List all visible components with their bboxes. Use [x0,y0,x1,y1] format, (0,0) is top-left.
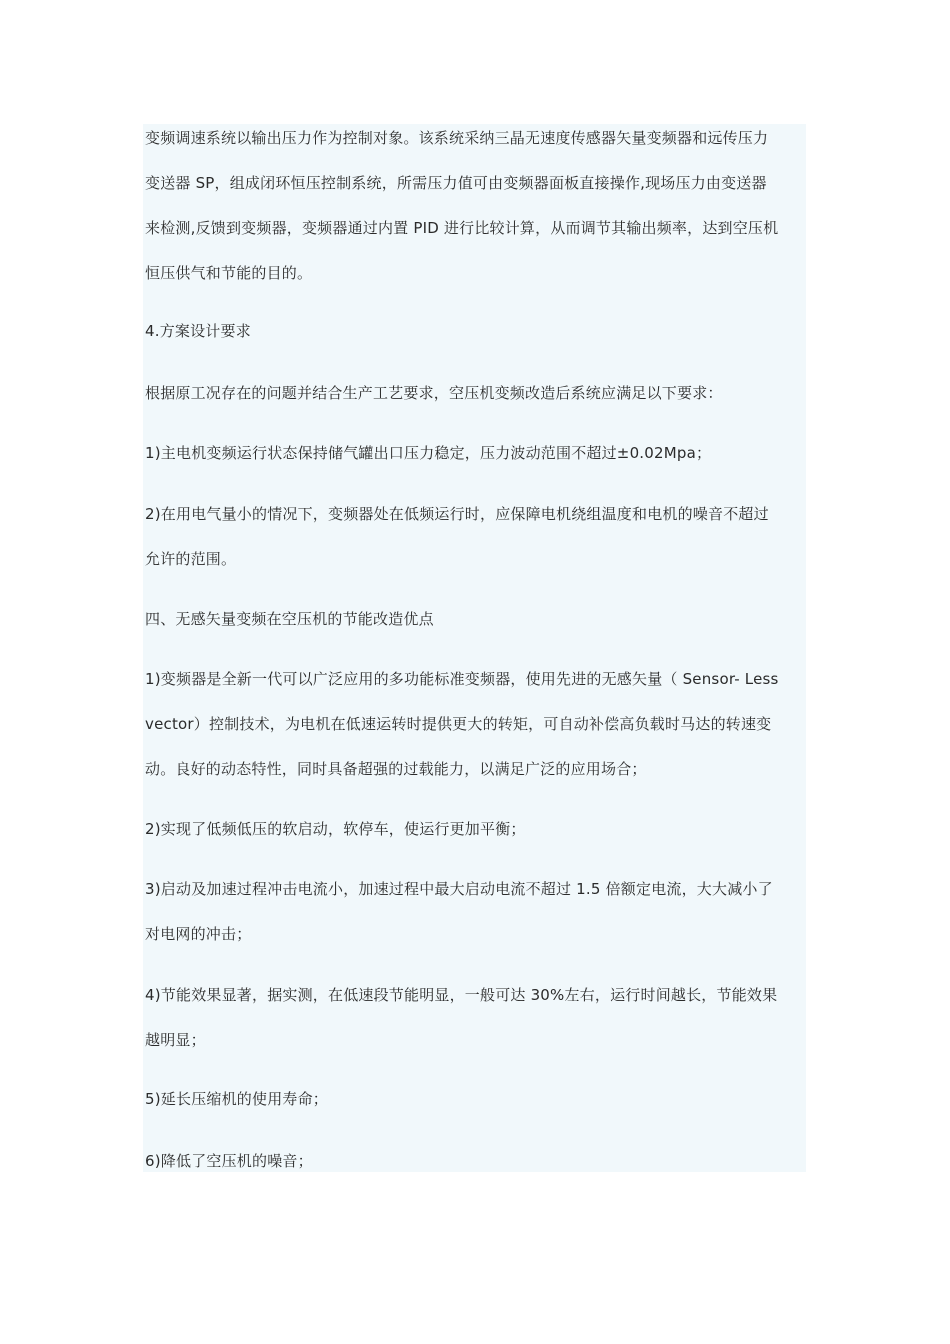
text-line: 越明显； [145,1031,206,1049]
text-line: 2)实现了低频低压的软启动，软停车，使运行更加平衡； [145,820,526,838]
text-line: 4)节能效果显著，据实测，在低速段节能明显，一般可达 30%左右，运行时间越长，节能效果 [145,986,778,1004]
list-item-advantage-3 [145,874,807,964]
list-item-requirement-1 [145,438,807,483]
text-line: 5)延长压缩机的使用寿命； [145,1090,328,1108]
text-line: 变送器 SP，组成闭环恒压控制系统，所需压力值可由变频器面板直接操作,现场压力由变送器 [145,174,767,192]
list-item-advantage-5 [145,1084,807,1129]
text-line: 动。良好的动态特性，同时具备超强的过载能力，以满足广泛的应用场合； [145,760,647,778]
section-heading-advantages [145,604,807,649]
text-line: vector）控制技术，为电机在低速运转时提供更大的转矩，可自动补偿高负载时马达的转速变 [145,715,772,733]
text-line: 恒压供气和节能的目的。 [145,264,313,282]
list-item-advantage-1 [145,664,807,799]
text-line: 变频调速系统以输出压力作为控制对象。该系统采纳三晶无速度传感器矢量变频器和远传压力 [145,129,769,147]
paragraph-requirements-intro [145,378,807,423]
text-line: 1)变频器是全新一代可以广泛应用的多功能标准变频器，使用先进的无感矢量（ Sensor- Less [145,670,779,688]
text-line: 对电网的冲击； [145,925,252,943]
text-line: 4.方案设计要求 [145,322,251,340]
text-line: 四、无感矢量变频在空压机的节能改造优点 [145,610,434,628]
text-line: 3)启动及加速过程冲击电流小，加速过程中最大启动电流不超过 1.5 倍额定电流，大大减小了 [145,880,773,898]
paragraph-system-description [145,123,807,303]
text-line: 6)降低了空压机的噪音； [145,1152,313,1170]
list-item-advantage-2 [145,814,807,859]
text-line: 1)主电机变频运行状态保持储气罐出口压力稳定，压力波动范围不超过±0.02Mpa； [145,444,712,462]
text-line: 允许的范围。 [145,550,237,568]
list-item-advantage-4 [145,980,807,1070]
text-line: 来检测,反馈到变频器，变频器通过内置 PID 进行比较计算，从而调节其输出频率，达到空压机 [145,219,779,237]
text-line: 2)在用电气量小的情况下，变频器处在低频运行时，应保障电机绕组温度和电机的噪音不超过 [145,505,769,523]
list-item-requirement-2 [145,499,807,589]
list-item-advantage-6 [145,1146,807,1191]
section-heading-design-requirements [145,316,807,361]
text-line: 根据原工况存在的问题并结合生产工艺要求，空压机变频改造后系统应满足以下要求： [145,384,723,402]
